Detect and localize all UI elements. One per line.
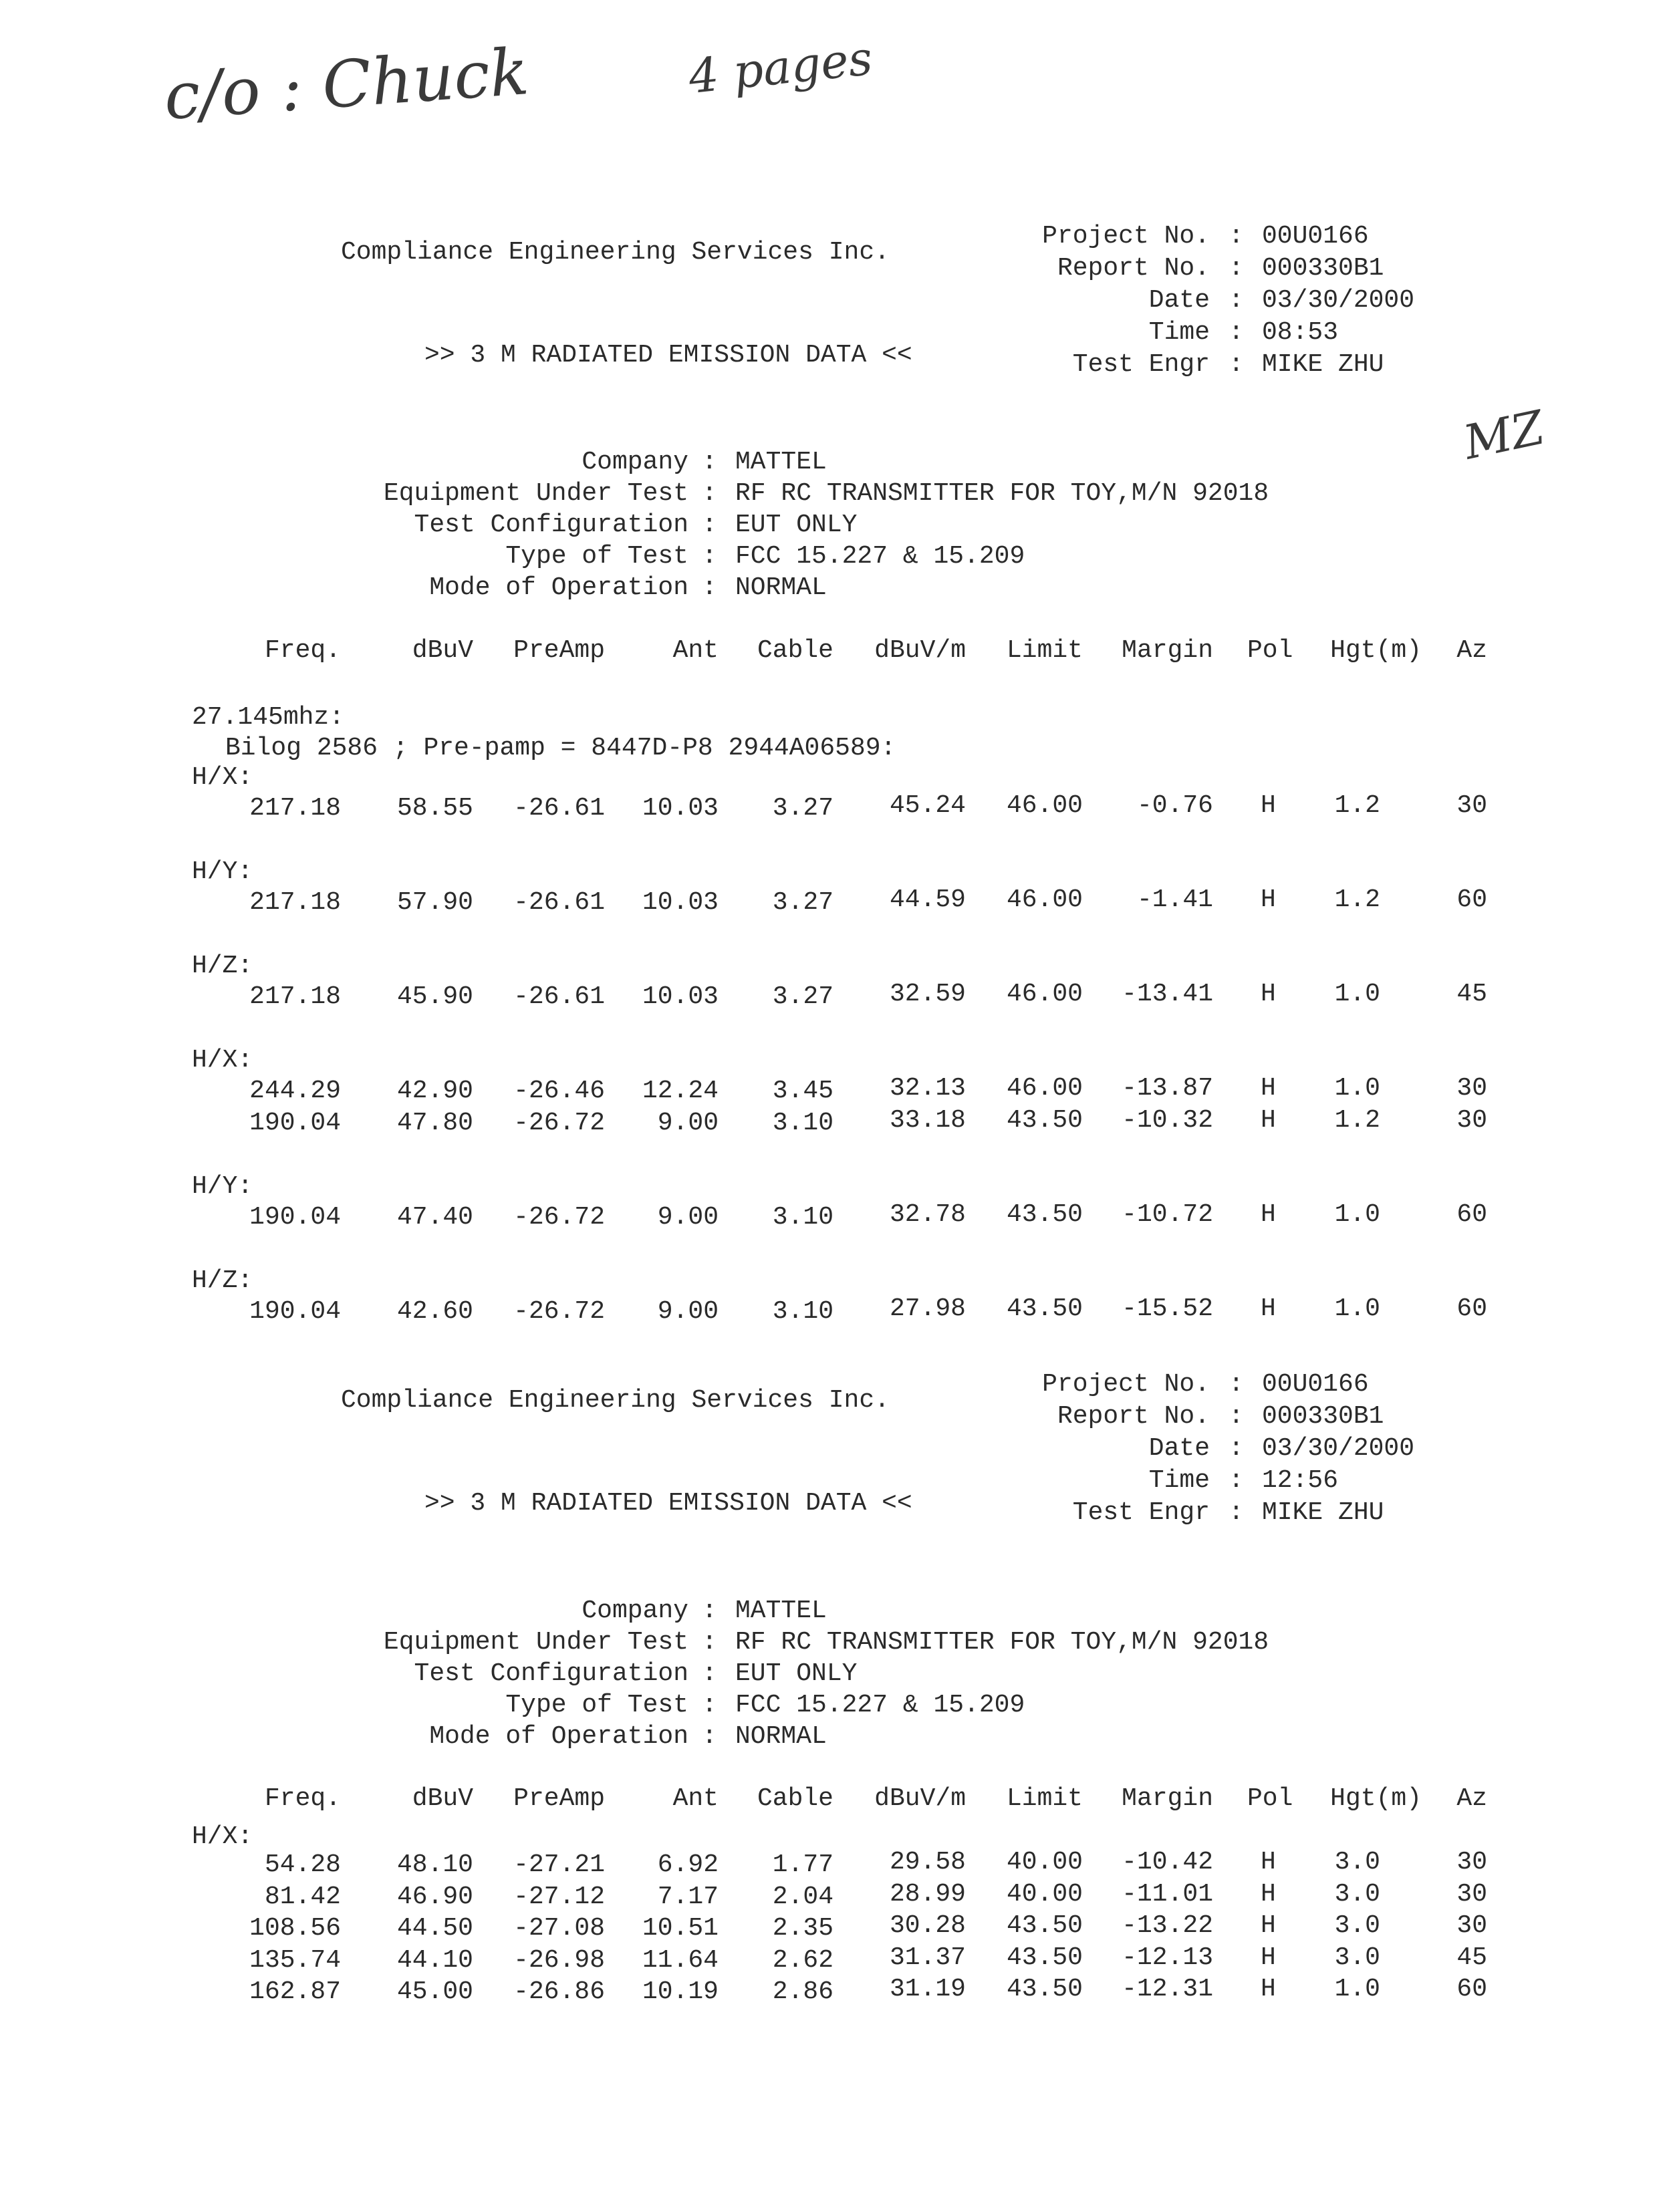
header-label: Time [1148,1466,1210,1495]
info-colon: : [702,1722,717,1751]
table-cell: -26.46 [513,1077,605,1105]
table-cell: 3.10 [772,1203,833,1232]
column-header: Az [1456,1784,1487,1813]
table-cell: 10.19 [642,1977,719,2006]
info-value: EUT ONLY [735,1659,858,1688]
table-cell: H [1261,980,1276,1008]
table-cell: H [1261,1848,1276,1877]
table-cell: 45.00 [396,1977,473,2006]
table-cell: 10.03 [642,794,719,823]
table-cell: -27.12 [513,1882,605,1911]
header-label: Report No. [1057,1402,1210,1431]
table-cell: -13.87 [1122,1074,1213,1103]
handwritten-note: c/o : Chuck [161,34,531,134]
header-label: Date [1148,286,1210,315]
table-cell: 3.0 [1334,1911,1380,1940]
table-cell: 190.04 [249,1203,341,1232]
table-cell: 29.58 [889,1848,966,1877]
info-value: FCC 15.227 & 15.209 [735,1691,1025,1719]
table-cell: 46.00 [1006,980,1083,1008]
header-label: Project No. [1042,222,1210,251]
table-cell: 10.51 [642,1914,719,1943]
table-cell: -13.22 [1122,1911,1213,1940]
group-label: H/Y: [192,1172,253,1201]
table-cell: 2.35 [772,1914,833,1943]
table-cell: H [1261,791,1276,820]
header-value: 03/30/2000 [1262,1434,1415,1463]
table-cell: 48.10 [396,1850,473,1879]
info-colon: : [702,511,717,539]
header-value: 08:53 [1262,318,1339,347]
table-cell: H [1261,885,1276,914]
group-label: H/X: [192,1822,253,1851]
company-name: Compliance Engineering Services Inc. [341,1386,890,1415]
table-cell: -10.32 [1122,1106,1213,1135]
table-cell: 42.90 [396,1077,473,1105]
table-cell: 45.24 [889,791,966,820]
table-cell: H [1261,1975,1276,2003]
table-cell: -11.01 [1122,1879,1213,1909]
frequency-note: 27.145mhz: [192,703,345,732]
column-header: Margin [1122,1784,1213,1813]
group-label: H/Y: [192,857,253,886]
header-label: Date [1148,1434,1210,1463]
table-cell: 28.99 [889,1879,966,1909]
table-cell: 190.04 [249,1109,341,1137]
table-cell: 10.03 [642,982,719,1011]
info-label: Test Configuration [414,1659,688,1688]
table-cell: 27.98 [889,1294,966,1323]
column-header: dBuV/m [874,636,966,665]
table-cell: 217.18 [249,982,341,1011]
table-cell: 1.77 [772,1850,833,1879]
header-value: 00U0166 [1262,222,1369,251]
info-label: Company [582,1597,688,1625]
column-header: dBuV [412,636,473,665]
header-value: 12:56 [1262,1466,1339,1495]
table-cell: 33.18 [889,1106,966,1135]
table-cell: 57.90 [396,888,473,917]
column-header: Pol [1247,1784,1293,1813]
table-cell: 2.86 [772,1977,833,2006]
table-cell: H [1261,1106,1276,1135]
table-cell: 3.10 [772,1109,833,1137]
header-colon: : [1229,1370,1244,1399]
table-cell: 9.00 [657,1297,719,1326]
info-value: MATTEL [735,448,827,476]
table-cell: 7.17 [657,1882,719,1911]
handwritten-page-count: 4 pages [686,30,876,105]
table-cell: -27.08 [513,1914,605,1943]
table-cell: 43.50 [1006,1911,1083,1940]
column-header: Cable [757,1784,833,1813]
header-colon: : [1229,254,1244,283]
header-colon: : [1229,1402,1244,1431]
table-cell: 3.0 [1334,1848,1380,1877]
table-cell: 46.00 [1006,885,1083,914]
table-cell: 9.00 [657,1109,719,1137]
table-cell: 30 [1456,1911,1487,1940]
table-cell: 45 [1456,980,1487,1008]
table-cell: 162.87 [249,1977,341,2006]
group-label: H/X: [192,1046,253,1075]
table-cell: 3.0 [1334,1943,1380,1972]
table-cell: -26.72 [513,1297,605,1326]
column-header: PreAmp [513,1784,605,1813]
table-cell: -26.61 [513,794,605,823]
info-label: Test Configuration [414,511,688,539]
table-cell: 3.27 [772,794,833,823]
table-cell: 1.2 [1334,1106,1380,1135]
table-cell: 40.00 [1006,1848,1083,1877]
column-header: dBuV/m [874,1784,966,1813]
table-cell: 135.74 [249,1945,341,1975]
table-cell: 1.0 [1334,980,1380,1008]
table-cell: 45 [1456,1943,1487,1972]
info-value: MATTEL [735,1597,827,1625]
info-value: FCC 15.227 & 15.209 [735,542,1025,571]
info-label: Mode of Operation [429,573,688,602]
table-cell: -26.72 [513,1109,605,1137]
info-colon: : [702,1691,717,1719]
table-cell: 3.45 [772,1077,833,1105]
table-cell: 43.50 [1006,1975,1083,2003]
table-cell: H [1261,1943,1276,1972]
table-cell: H [1261,1294,1276,1323]
table-cell: -1.41 [1136,885,1213,914]
company-name: Compliance Engineering Services Inc. [341,238,890,267]
header-label: Time [1148,318,1210,347]
column-header: Hgt(m) [1330,1784,1422,1813]
column-header: Margin [1122,636,1213,665]
column-header: dBuV [412,1784,473,1813]
table-cell: 30 [1456,1848,1487,1877]
table-cell: 43.50 [1006,1943,1083,1972]
info-colon: : [702,479,717,508]
table-cell: 30 [1456,1074,1487,1103]
group-label: H/Z: [192,952,253,980]
info-label: Equipment Under Test [383,1628,688,1657]
table-cell: 46.00 [1006,791,1083,820]
table-cell: 58.55 [396,794,473,823]
header-value: MIKE ZHU [1262,1498,1384,1527]
header-label: Test Engr [1072,1498,1210,1527]
table-cell: 1.0 [1334,1074,1380,1103]
table-cell: 60 [1456,885,1487,914]
table-cell: 3.27 [772,982,833,1011]
table-cell: -26.61 [513,888,605,917]
header-colon: : [1229,318,1244,347]
table-cell: 3.0 [1334,1879,1380,1909]
header-value: 03/30/2000 [1262,286,1415,315]
header-label: Report No. [1057,254,1210,283]
table-cell: 47.40 [396,1203,473,1232]
info-label: Type of Test [505,542,688,571]
table-cell: 43.50 [1006,1200,1083,1229]
table-cell: H [1261,1879,1276,1909]
table-cell: 43.50 [1006,1294,1083,1323]
column-header: Freq. [264,1784,341,1813]
group-label: H/Z: [192,1266,253,1295]
table-cell: -27.21 [513,1850,605,1879]
table-cell: 3.10 [772,1297,833,1326]
table-cell: -15.52 [1122,1294,1213,1323]
table-cell: 44.10 [396,1945,473,1975]
table-cell: 32.59 [889,980,966,1008]
info-colon: : [702,448,717,476]
table-cell: 1.2 [1334,791,1380,820]
table-cell: 11.64 [642,1945,719,1975]
header-value: 000330B1 [1262,1402,1384,1431]
table-cell: 12.24 [642,1077,719,1105]
table-cell: 6.92 [657,1850,719,1879]
table-cell: -26.98 [513,1945,605,1975]
header-colon: : [1229,350,1244,379]
info-colon: : [702,1628,717,1657]
table-cell: 30 [1456,1879,1487,1909]
table-cell: H [1261,1911,1276,1940]
table-cell: 30.28 [889,1911,966,1940]
column-header: Az [1456,636,1487,665]
info-colon: : [702,1597,717,1625]
column-header: Ant [672,1784,719,1813]
header-colon: : [1229,1466,1244,1495]
column-header: PreAmp [513,636,605,665]
column-header: Freq. [264,636,341,665]
info-value: RF RC TRANSMITTER FOR TOY,M/N 92018 [735,1628,1269,1657]
header-colon: : [1229,286,1244,315]
table-cell: 46.90 [396,1882,473,1911]
column-header: Ant [672,636,719,665]
group-label: H/X: [192,763,253,792]
report-title: >> 3 M RADIATED EMISSION DATA << [424,341,912,370]
table-cell: 1.0 [1334,1975,1380,2003]
info-value: EUT ONLY [735,511,858,539]
column-header: Pol [1247,636,1293,665]
table-cell: 1.0 [1334,1294,1380,1323]
table-cell: 44.50 [396,1914,473,1943]
table-cell: -26.72 [513,1203,605,1232]
table-cell: 190.04 [249,1297,341,1326]
table-cell: 60 [1456,1294,1487,1323]
table-cell: 30 [1456,1106,1487,1135]
table-cell: 1.0 [1334,1200,1380,1229]
table-cell: 244.29 [249,1077,341,1105]
header-value: MIKE ZHU [1262,350,1384,379]
table-cell: 1.2 [1334,885,1380,914]
table-cell: 46.00 [1006,1074,1083,1103]
column-header: Hgt(m) [1330,636,1422,665]
table-cell: 217.18 [249,888,341,917]
table-cell: 60 [1456,1200,1487,1229]
table-cell: 9.00 [657,1203,719,1232]
table-cell: -26.61 [513,982,605,1011]
table-cell: 42.60 [396,1297,473,1326]
header-value: 00U0166 [1262,1370,1369,1399]
table-cell: -12.31 [1122,1975,1213,2003]
column-header: Limit [1006,1784,1083,1813]
info-label: Mode of Operation [429,1722,688,1751]
header-label: Test Engr [1072,350,1210,379]
info-label: Equipment Under Test [383,479,688,508]
column-header: Cable [757,636,833,665]
table-cell: 54.28 [264,1850,341,1879]
info-label: Company [582,448,688,476]
table-cell: 2.04 [772,1882,833,1911]
table-cell: -12.13 [1122,1943,1213,1972]
report-title: >> 3 M RADIATED EMISSION DATA << [424,1489,912,1518]
table-cell: 30 [1456,791,1487,820]
table-cell: 32.13 [889,1074,966,1103]
table-cell: -10.72 [1122,1200,1213,1229]
info-value: NORMAL [735,1722,827,1751]
table-cell: 217.18 [249,794,341,823]
table-cell: H [1261,1074,1276,1103]
table-cell: 45.90 [396,982,473,1011]
header-colon: : [1229,222,1244,251]
table-cell: 40.00 [1006,1879,1083,1909]
table-cell: 43.50 [1006,1106,1083,1135]
table-cell: H [1261,1200,1276,1229]
table-cell: 81.42 [264,1882,341,1911]
info-value: NORMAL [735,573,827,602]
info-value: RF RC TRANSMITTER FOR TOY,M/N 92018 [735,479,1269,508]
table-cell: 47.80 [396,1109,473,1137]
header-colon: : [1229,1498,1244,1527]
table-cell: -10.42 [1122,1848,1213,1877]
handwritten-initials: MZ [1458,400,1549,470]
table-cell: 31.19 [889,1975,966,2003]
table-cell: 10.03 [642,888,719,917]
table-cell: -0.76 [1136,791,1213,820]
table-cell: -13.41 [1122,980,1213,1008]
table-cell: 44.59 [889,885,966,914]
header-value: 000330B1 [1262,254,1384,283]
info-label: Type of Test [505,1691,688,1719]
equipment-note: Bilog 2586 ; Pre-pamp = 8447D-P8 2944A06589: [225,734,896,763]
info-colon: : [702,573,717,602]
info-colon: : [702,542,717,571]
header-label: Project No. [1042,1370,1210,1399]
table-cell: 3.27 [772,888,833,917]
table-cell: 108.56 [249,1914,341,1943]
table-cell: 60 [1456,1975,1487,2003]
table-cell: 32.78 [889,1200,966,1229]
column-header: Limit [1006,636,1083,665]
info-colon: : [702,1659,717,1688]
table-cell: 2.62 [772,1945,833,1975]
table-cell: -26.86 [513,1977,605,2006]
table-cell: 31.37 [889,1943,966,1972]
header-colon: : [1229,1434,1244,1463]
